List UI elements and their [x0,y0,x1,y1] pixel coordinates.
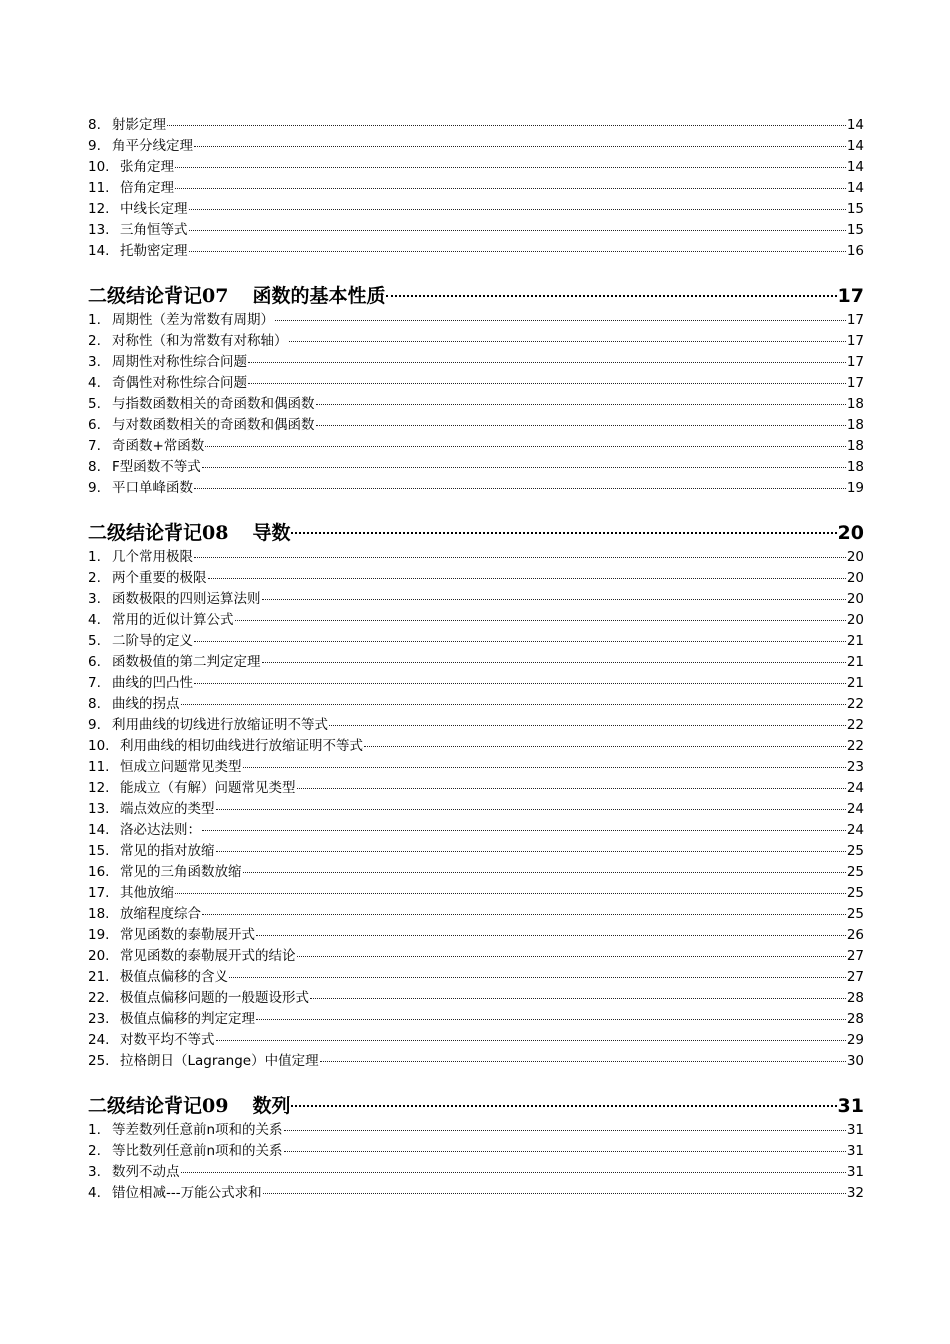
dot-leader [316,425,846,426]
entry-page-number: 26 [846,927,864,943]
dot-leader [189,230,846,231]
toc-entry[interactable] [88,988,864,1009]
entry-number: 9. [88,717,101,733]
entry-number: 16. [88,864,110,880]
toc-entry[interactable] [88,610,864,631]
toc-entry[interactable] [88,841,864,862]
entry-title: 洛必达法则： [120,822,201,838]
entry-title: 等差数列任意前n项和的关系 [112,1122,283,1138]
entry-title: 函数极限的四则运算法则 [112,591,261,607]
entry-title: 函数极值的第二判定定理 [112,654,261,670]
entry-number: 13. [88,801,110,817]
entry-title: 对称性（和为常数有对称轴） [112,333,288,349]
entry-title: 托勒密定理 [120,243,188,259]
dot-leader [194,146,846,147]
toc-entry[interactable] [88,373,864,394]
entry-number: 8. [88,459,101,475]
entry-page-number: 18 [846,438,864,454]
entry-title: 常见函数的泰勒展开式的结论 [120,948,296,964]
dot-leader [297,788,846,789]
entry-title: 错位相减---万能公式求和 [112,1185,262,1201]
table-of-contents [88,115,864,1204]
entry-title: 中线长定理 [120,201,188,217]
entry-title: 能成立（有解）问题常见类型 [120,780,296,796]
entry-title: 数列不动点 [112,1164,180,1180]
dot-leader [175,188,846,189]
entry-page-number: 21 [846,675,864,691]
entry-title: 拉格朗日（Lagrange）中值定理 [120,1053,319,1069]
dot-leader [202,914,846,915]
toc-entry[interactable] [88,1030,864,1051]
entry-number: 5. [88,633,101,649]
entry-page-number: 25 [846,885,864,901]
entry-page-number: 25 [846,864,864,880]
toc-entry[interactable] [88,1051,864,1072]
entry-number: 1. [88,549,101,565]
entry-number: 9. [88,138,101,154]
toc-entry[interactable] [88,652,864,673]
entry-page-number: 27 [846,969,864,985]
entry-number: 15. [88,843,110,859]
toc-entry[interactable] [88,331,864,352]
dot-leader [181,1172,846,1173]
dot-leader [175,167,846,168]
entry-page-number: 31 [846,1164,864,1180]
chapter-name: 函数的基本性质 [252,285,386,307]
entry-page-number: 19 [846,480,864,496]
entry-number: 4. [88,1185,101,1201]
entry-number: 4. [88,612,101,628]
toc-entry[interactable] [88,241,864,262]
entry-page-number: 28 [846,990,864,1006]
entry-title: 与指数函数相关的奇函数和偶函数 [112,396,315,412]
toc-entry[interactable] [88,967,864,988]
entry-page-number: 17 [846,375,864,391]
toc-entry[interactable] [88,925,864,946]
entry-title: 对数平均不等式 [120,1032,215,1048]
entry-number: 14. [88,243,110,259]
entry-page-number: 22 [846,717,864,733]
entry-page-number: 29 [846,1032,864,1048]
entry-number: 2. [88,1143,101,1159]
entry-title: 两个重要的极限 [112,570,207,586]
entry-page-number: 18 [846,459,864,475]
entry-number: 3. [88,1164,101,1180]
entry-number: 25. [88,1053,110,1069]
entry-number: 4. [88,375,101,391]
toc-entry[interactable] [88,199,864,220]
entry-number: 7. [88,438,101,454]
entry-page-number: 14 [846,138,864,154]
entry-page-number: 17 [846,312,864,328]
toc-entry[interactable] [88,1183,864,1204]
entry-number: 12. [88,780,110,796]
entry-page-number: 31 [846,1143,864,1159]
toc-entry[interactable] [88,547,864,568]
entry-page-number: 22 [846,696,864,712]
entry-number: 8. [88,117,101,133]
chapter-page-number: 31 [837,1095,864,1117]
entry-page-number: 18 [846,417,864,433]
toc-entry[interactable] [88,715,864,736]
entry-page-number: 27 [846,948,864,964]
toc-entry[interactable] [88,631,864,652]
entry-number: 1. [88,312,101,328]
entry-number: 14. [88,822,110,838]
dot-leader [202,467,846,468]
entry-page-number: 15 [846,201,864,217]
entry-title: 常见的三角函数放缩 [120,864,242,880]
dot-leader [175,893,846,894]
entry-title: 三角恒等式 [120,222,188,238]
dot-leader [229,977,846,978]
toc-entry[interactable] [88,415,864,436]
dot-leader [189,209,846,210]
entry-title: 张角定理 [120,159,174,175]
entry-title: 极值点偏移的含义 [120,969,228,985]
dot-leader [364,746,846,747]
entry-title: 极值点偏移的判定定理 [120,1011,255,1027]
entry-page-number: 24 [846,801,864,817]
dot-leader [167,125,846,126]
dot-leader [216,1040,846,1041]
entry-page-number: 30 [846,1053,864,1069]
entry-page-number: 14 [846,117,864,133]
dot-leader [243,767,846,768]
entry-page-number: 15 [846,222,864,238]
entry-page-number: 24 [846,822,864,838]
dot-leader [235,620,846,621]
entry-title: 几个常用极限 [112,549,193,565]
toc-entry[interactable] [88,178,864,199]
entry-page-number: 20 [846,612,864,628]
entry-number: 2. [88,333,101,349]
entry-number: 11. [88,759,110,775]
toc-entry[interactable] [88,904,864,925]
entry-number: 12. [88,201,110,217]
chapter-label: 二级结论背记08 [88,522,229,544]
dot-leader [216,809,846,810]
dot-leader [320,1061,846,1062]
toc-entry[interactable] [88,820,864,841]
dot-leader [289,341,846,342]
entry-title: 常用的近似计算公式 [112,612,234,628]
dot-leader [208,578,846,579]
toc-entry[interactable] [88,568,864,589]
dot-leader [189,251,846,252]
entry-title: 其他放缩 [120,885,174,901]
toc-entry[interactable] [88,115,864,136]
dot-leader [205,446,846,447]
entry-title: 极值点偏移问题的一般题设形式 [120,990,309,1006]
toc-entry[interactable] [88,1120,864,1141]
dot-leader [316,404,846,405]
toc-chapter-heading[interactable] [88,282,864,310]
section-spacer [88,1072,864,1092]
entry-title: 奇函数+常函数 [112,438,205,454]
entry-number: 6. [88,417,101,433]
entry-title: 曲线的拐点 [112,696,180,712]
entry-page-number: 28 [846,1011,864,1027]
entry-page-number: 21 [846,654,864,670]
entry-page-number: 20 [846,591,864,607]
entry-number: 11. [88,180,110,196]
toc-entry[interactable] [88,1162,864,1183]
dot-leader [275,320,846,321]
toc-entry[interactable] [88,589,864,610]
dot-leader [256,935,846,936]
entry-title: 射影定理 [112,117,166,133]
entry-number: 18. [88,906,110,922]
entry-title: 常见的指对放缩 [120,843,215,859]
entry-page-number: 25 [846,906,864,922]
dot-leader [243,872,846,873]
chapter-name: 导数 [252,522,291,544]
toc-entry[interactable] [88,862,864,883]
chapter-label: 二级结论背记07 [88,285,229,307]
entry-number: 6. [88,654,101,670]
toc-entry[interactable] [88,799,864,820]
entry-title: 与对数函数相关的奇函数和偶函数 [112,417,315,433]
entry-number: 17. [88,885,110,901]
toc-entry[interactable] [88,1141,864,1162]
entry-number: 9. [88,480,101,496]
dot-leader [181,704,846,705]
dot-leader [310,998,846,999]
chapter-label: 二级结论背记09 [88,1095,229,1117]
entry-title: 倍角定理 [120,180,174,196]
entry-title: 放缩程度综合 [120,906,201,922]
entry-page-number: 25 [846,843,864,859]
entry-page-number: 17 [846,354,864,370]
dot-leader [256,1019,846,1020]
entry-number: 1. [88,1122,101,1138]
chapter-page-number: 20 [837,522,864,544]
entry-number: 8. [88,696,101,712]
dot-leader [194,488,846,489]
toc-entry[interactable] [88,946,864,967]
toc-entry[interactable] [88,1009,864,1030]
entry-page-number: 17 [846,333,864,349]
entry-page-number: 16 [846,243,864,259]
toc-entry[interactable] [88,394,864,415]
entry-page-number: 14 [846,159,864,175]
dot-leader [194,683,846,684]
dot-leader [194,557,846,558]
dot-leader [194,641,846,642]
entry-page-number: 23 [846,759,864,775]
toc-entry[interactable] [88,157,864,178]
dot-leader [284,1151,846,1152]
toc-chapter-heading[interactable] [88,519,864,547]
entry-title: 利用曲线的相切曲线进行放缩证明不等式 [120,738,363,754]
entry-number: 22. [88,990,110,1006]
entry-page-number: 18 [846,396,864,412]
toc-entry[interactable] [88,457,864,478]
entry-title: 等比数列任意前n项和的关系 [112,1143,283,1159]
toc-entry[interactable] [88,694,864,715]
section-spacer [88,262,864,282]
entry-title: 利用曲线的切线进行放缩证明不等式 [112,717,328,733]
toc-entry[interactable] [88,883,864,904]
toc-entry[interactable] [88,220,864,241]
dot-leader [386,295,836,297]
chapter-name: 数列 [252,1095,291,1117]
toc-entry[interactable] [88,352,864,373]
toc-entry[interactable] [88,136,864,157]
entry-title: 端点效应的类型 [120,801,215,817]
chapter-page-number: 17 [837,285,864,307]
entry-page-number: 24 [846,780,864,796]
entry-title: 二阶导的定义 [112,633,193,649]
entry-number: 3. [88,591,101,607]
dot-leader [329,725,846,726]
dot-leader [248,362,846,363]
entry-number: 23. [88,1011,110,1027]
toc-entry[interactable] [88,436,864,457]
toc-entry[interactable] [88,310,864,331]
toc-entry[interactable] [88,757,864,778]
entry-title: 角平分线定理 [112,138,193,154]
section-spacer [88,499,864,519]
entry-page-number: 22 [846,738,864,754]
toc-entry[interactable] [88,673,864,694]
dot-leader [263,1193,846,1194]
dot-leader [262,599,846,600]
entry-title: F型函数不等式 [112,459,201,475]
entry-number: 20. [88,948,110,964]
toc-entry[interactable] [88,778,864,799]
entry-number: 13. [88,222,110,238]
entry-page-number: 20 [846,570,864,586]
entry-number: 19. [88,927,110,943]
entry-number: 5. [88,396,101,412]
entry-page-number: 20 [846,549,864,565]
entry-title: 奇偶性对称性综合问题 [112,375,247,391]
toc-entry[interactable] [88,736,864,757]
entry-title: 曲线的凹凸性 [112,675,193,691]
dot-leader [248,383,846,384]
dot-leader [284,1130,846,1131]
entry-title: 恒成立问题常见类型 [120,759,242,775]
entry-page-number: 31 [846,1122,864,1138]
dot-leader [291,1105,836,1107]
entry-title: 平口单峰函数 [112,480,193,496]
entry-number: 24. [88,1032,110,1048]
dot-leader [202,830,846,831]
entry-number: 3. [88,354,101,370]
dot-leader [291,532,836,534]
dot-leader [297,956,846,957]
entry-number: 10. [88,159,110,175]
entry-page-number: 21 [846,633,864,649]
entry-number: 2. [88,570,101,586]
entry-page-number: 32 [846,1185,864,1201]
entry-title: 常见函数的泰勒展开式 [120,927,255,943]
entry-number: 10. [88,738,110,754]
dot-leader [216,851,846,852]
toc-chapter-heading[interactable] [88,1092,864,1120]
entry-number: 7. [88,675,101,691]
entry-number: 21. [88,969,110,985]
entry-title: 周期性对称性综合问题 [112,354,247,370]
entry-page-number: 14 [846,180,864,196]
dot-leader [262,662,846,663]
entry-title: 周期性（差为常数有周期） [112,312,274,328]
toc-entry[interactable] [88,478,864,499]
